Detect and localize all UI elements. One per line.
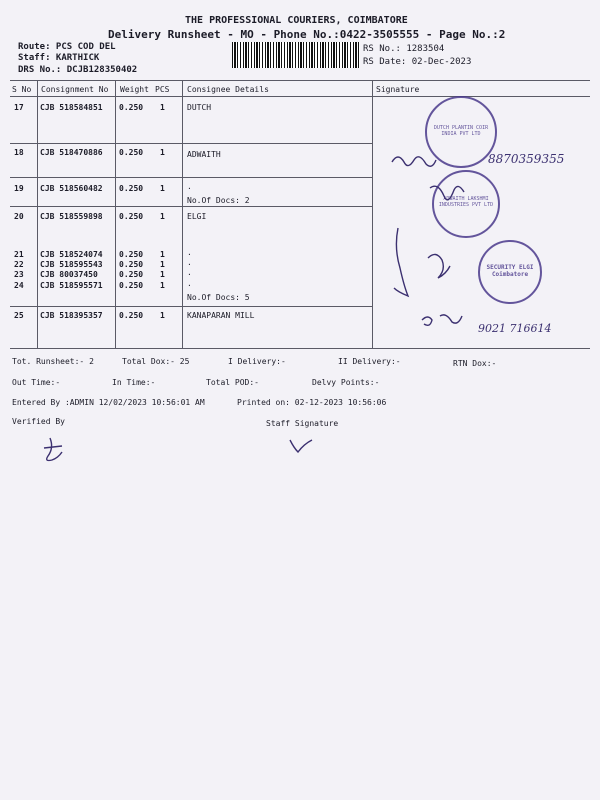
table-row-sno: 18 xyxy=(14,148,24,157)
i-delivery: I Delivery:- xyxy=(228,357,286,366)
docs-count: No.Of Docs: 5 xyxy=(187,293,250,302)
table-row-consignment: CJB 518584851 xyxy=(40,103,103,112)
staff-signature-label: Staff Signature xyxy=(266,419,339,428)
table-row-consignment: CJB 518560482 xyxy=(40,184,103,193)
table-row-consignment: CJB 518559898 xyxy=(40,212,103,221)
rs-date: RS Date: 02-Dec-2023 xyxy=(363,57,472,67)
entered-by: Entered By :ADMIN 12/02/2023 10:56:01 AM xyxy=(12,398,205,407)
table-row-weight: 0.250 xyxy=(119,212,144,221)
table-row-details: KANAPARAN MILL xyxy=(187,311,255,320)
verified-by-label: Verified By xyxy=(12,417,65,426)
table-row-sno: 17 xyxy=(14,103,24,112)
table-row-sno: 25 xyxy=(14,311,24,320)
table-row-weight: 0.250 xyxy=(119,103,144,112)
table-row-pcs: 1 xyxy=(160,250,165,259)
table-row-details: ELGI xyxy=(187,212,207,221)
table-row-details: . xyxy=(187,248,192,257)
docs-count: No.Of Docs: 2 xyxy=(187,196,250,205)
header-consignee: Consignee Details xyxy=(187,85,269,94)
security-stamp-elgi: SECURITY ELGI Coimbatore xyxy=(478,240,542,304)
table-row-pcs: 1 xyxy=(160,260,165,269)
header-pcs: PCS xyxy=(155,85,170,94)
total-dox: Total Dox:- 25 xyxy=(122,357,190,366)
table-row-consignment: CJB 518395357 xyxy=(40,311,103,320)
table-row-sno: 19 xyxy=(14,184,24,193)
table-row-details: . xyxy=(187,258,192,267)
table-row-details: . xyxy=(187,268,192,277)
runsheet-title: Delivery Runsheet - MO - Phone No.:0422-3505555 - Page No.:2 xyxy=(108,28,506,41)
table-row-pcs: 1 xyxy=(160,270,165,279)
in-time: In Time:- xyxy=(112,378,156,387)
table-row-pcs: 1 xyxy=(160,148,165,157)
printed-on: Printed on: 02-12-2023 10:56:06 xyxy=(237,398,387,407)
table-row-details: . xyxy=(187,182,192,191)
table-row-sno: 24 xyxy=(14,281,24,290)
table-row-pcs: 1 xyxy=(160,311,165,320)
table-row-weight: 0.250 xyxy=(119,148,144,157)
staff-label: Staff: KARTHICK xyxy=(18,53,100,63)
total-pod: Total POD:- xyxy=(206,378,259,387)
rs-number: RS No.: 1283504 xyxy=(363,44,445,54)
ii-delivery: II Delivery:- xyxy=(338,357,401,366)
company-name: THE PROFESSIONAL COURIERS, COIMBATORE xyxy=(185,15,408,26)
table-row-weight: 0.250 xyxy=(119,250,144,259)
table-row-sno: 23 xyxy=(14,270,24,279)
rtn-dox: RTN Dox:- xyxy=(453,359,497,368)
table-row-pcs: 1 xyxy=(160,103,165,112)
table-row-weight: 0.250 xyxy=(119,184,144,193)
table-row-consignment: CJB 518595571 xyxy=(40,281,103,290)
handwritten-phone-1: 8870359355 xyxy=(488,152,565,166)
header-sno: S No xyxy=(12,85,32,94)
table-row-consignment: CJB 518524074 xyxy=(40,250,103,259)
table-row-weight: 0.250 xyxy=(119,311,144,320)
table-row-sno: 22 xyxy=(14,260,24,269)
header-weight: Weight xyxy=(120,85,149,94)
drs-number: DRS No.: DCJB128350402 xyxy=(18,65,138,75)
table-row-details: . xyxy=(187,279,192,288)
table-row-consignment: CJB 80037450 xyxy=(40,270,98,279)
route-label: Route: PCS COD DEL xyxy=(18,42,116,52)
handwritten-phone-2: 9021 716614 xyxy=(478,322,552,335)
out-time: Out Time:- xyxy=(12,378,61,387)
table-row-sno: 21 xyxy=(14,250,24,259)
table-row-weight: 0.250 xyxy=(119,260,144,269)
company-stamp-dutch: DUTCH PLANTIN COIR INDIA PVT LTD xyxy=(425,96,497,168)
total-runsheet: Tot. Runsheet:- 2 xyxy=(12,357,94,366)
company-stamp-adwaith: ADWAITH LAKSHMI INDUSTRIES PVT LTD xyxy=(432,170,500,238)
delvy-points: Delvy Points:- xyxy=(312,378,380,387)
table-row-sno: 20 xyxy=(14,212,24,221)
table-row-details: DUTCH xyxy=(187,103,212,112)
table-row-weight: 0.250 xyxy=(119,270,144,279)
header-signature: Signature xyxy=(376,85,420,94)
table-row-details: ADWAITH xyxy=(187,150,221,159)
header-consignment: Consignment No xyxy=(41,85,109,94)
table-row-weight: 0.250 xyxy=(119,281,144,290)
table-row-pcs: 1 xyxy=(160,281,165,290)
table-row-pcs: 1 xyxy=(160,184,165,193)
table-row-consignment: CJB 518595543 xyxy=(40,260,103,269)
table-row-consignment: CJB 518470886 xyxy=(40,148,103,157)
table-row-pcs: 1 xyxy=(160,212,165,221)
